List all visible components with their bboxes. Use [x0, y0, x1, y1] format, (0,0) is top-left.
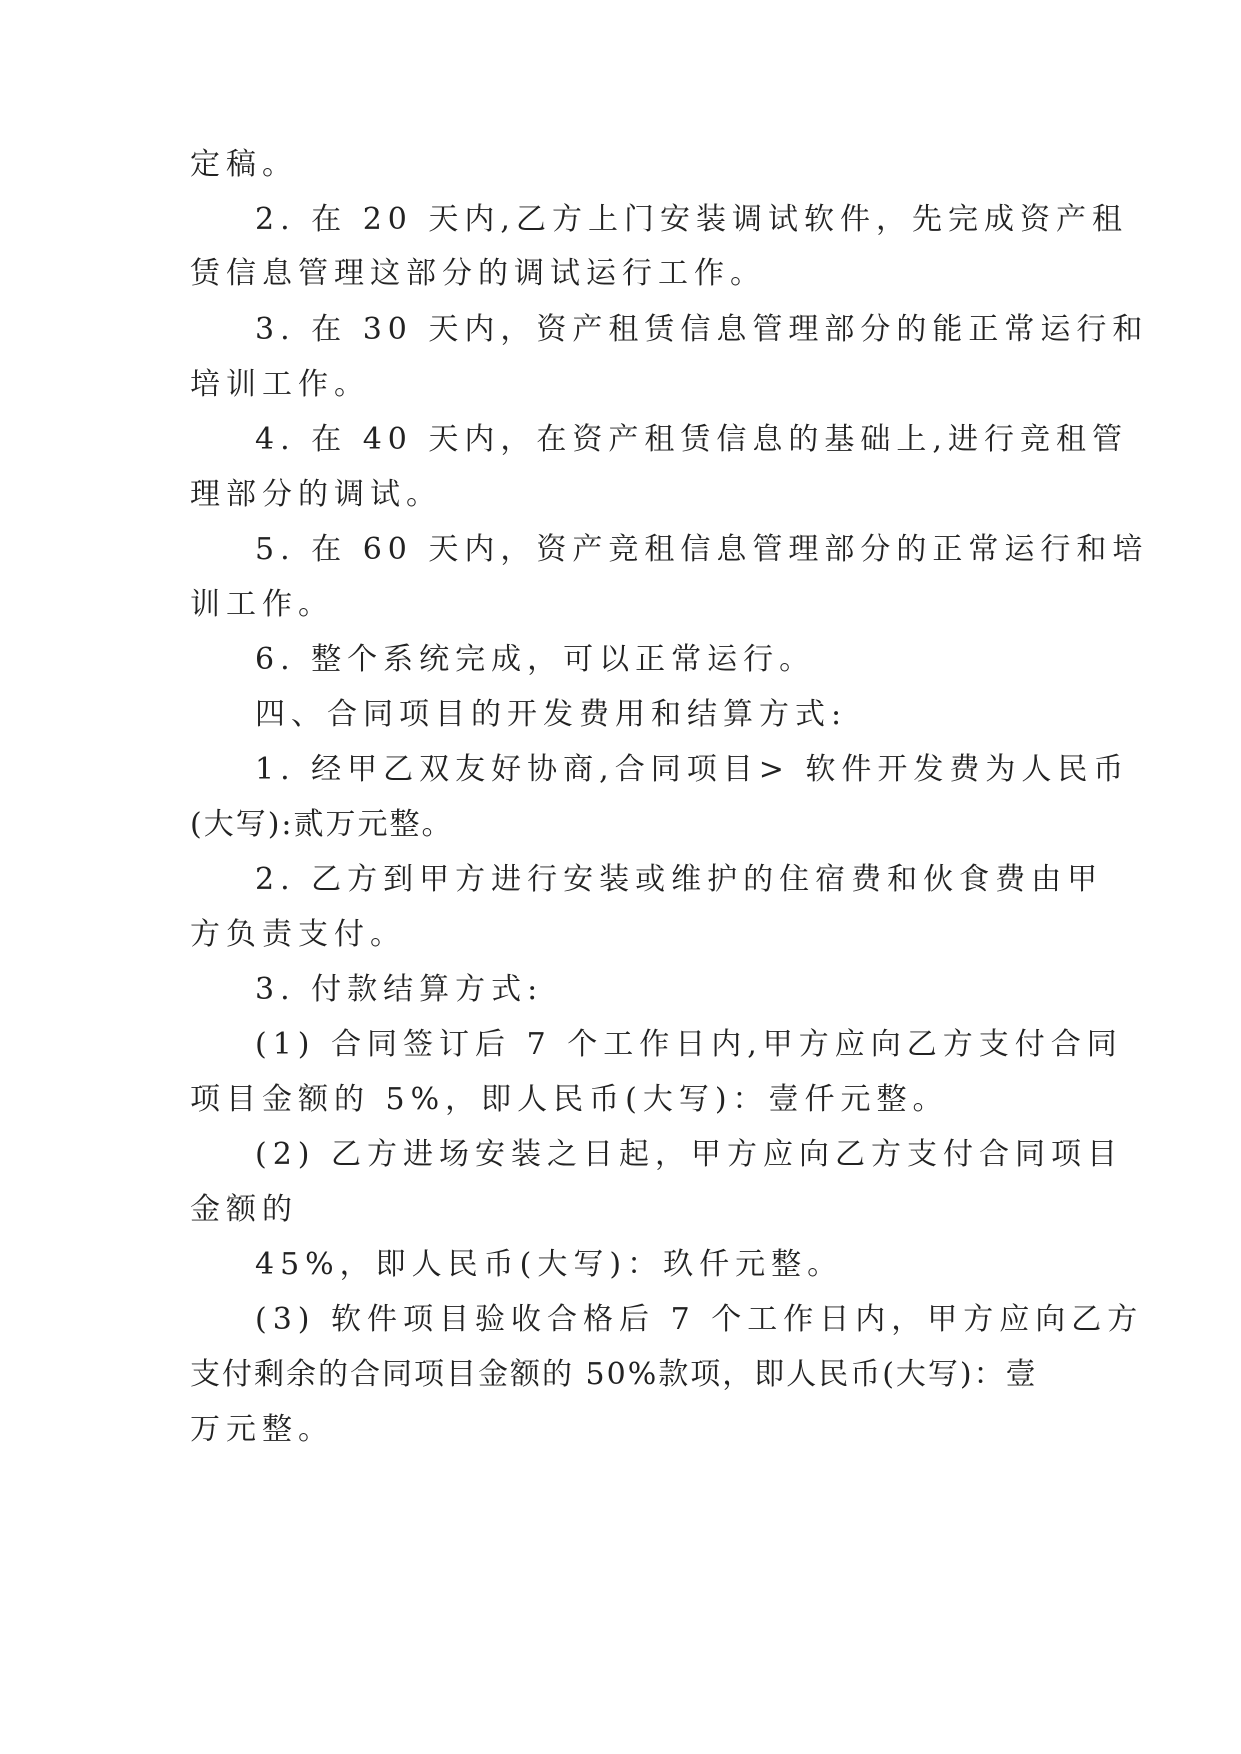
- section-heading-four: 四、合同项目的开发费用和结算方式:: [255, 697, 848, 732]
- paragraph-line-1: 定稿。: [190, 147, 298, 182]
- paragraph-line-18: 项目金额的 5%，即人民币(大写)：壹仟元整。: [190, 1082, 949, 1117]
- paragraph-line-2: 2. 在 20 天内,乙方上门安装调试软件，先完成资产租: [255, 202, 1128, 237]
- paragraph-line-17: (1) 合同签订后 7 个工作日内,甲方应向乙方支付合同: [255, 1027, 1123, 1062]
- paragraph-line-21: 45%，即人民币(大写)：玖仟元整。: [255, 1247, 844, 1282]
- paragraph-line-7: 理部分的调试。: [190, 477, 442, 512]
- paragraph-line-3: 赁信息管理这部分的调试运行工作。: [190, 256, 766, 291]
- paragraph-line-8: 5. 在 60 天内，资产竞租信息管理部分的正常运行和培: [255, 532, 1149, 567]
- paragraph-line-15: 方负责支付。: [190, 917, 406, 952]
- paragraph-line-24: 万元整。: [190, 1412, 334, 1447]
- paragraph-line-6: 4. 在 40 天内，在资产租赁信息的基础上,进行竞租管: [255, 422, 1128, 457]
- paragraph-line-4: 3. 在 30 天内，资产租赁信息管理部分的能正常运行和: [255, 312, 1149, 347]
- paragraph-line-16: 3. 付款结算方式:: [255, 972, 544, 1007]
- paragraph-line-22: (3) 软件项目验收合格后 7 个工作日内，甲方应向乙方: [255, 1302, 1144, 1337]
- paragraph-line-19: (2) 乙方进场安装之日起，甲方应向乙方支付合同项目: [255, 1137, 1124, 1172]
- paragraph-line-20: 金额的: [190, 1192, 298, 1227]
- paragraph-line-9: 训工作。: [190, 587, 334, 622]
- paragraph-line-12: 1. 经甲乙双友好协商,合同项目> 软件开发费为人民币: [255, 752, 1130, 787]
- paragraph-line-10: 6. 整个系统完成，可以正常运行。: [255, 642, 816, 677]
- paragraph-line-23: 支付剩余的合同项目金额的 50%款项，即人民币(大写)：壹: [190, 1357, 1038, 1392]
- paragraph-line-13: (大写):贰万元整。: [190, 807, 454, 842]
- paragraph-line-14: 2. 乙方到甲方进行安装或维护的住宿费和伙食费由甲: [255, 862, 1104, 897]
- paragraph-line-5: 培训工作。: [190, 367, 370, 402]
